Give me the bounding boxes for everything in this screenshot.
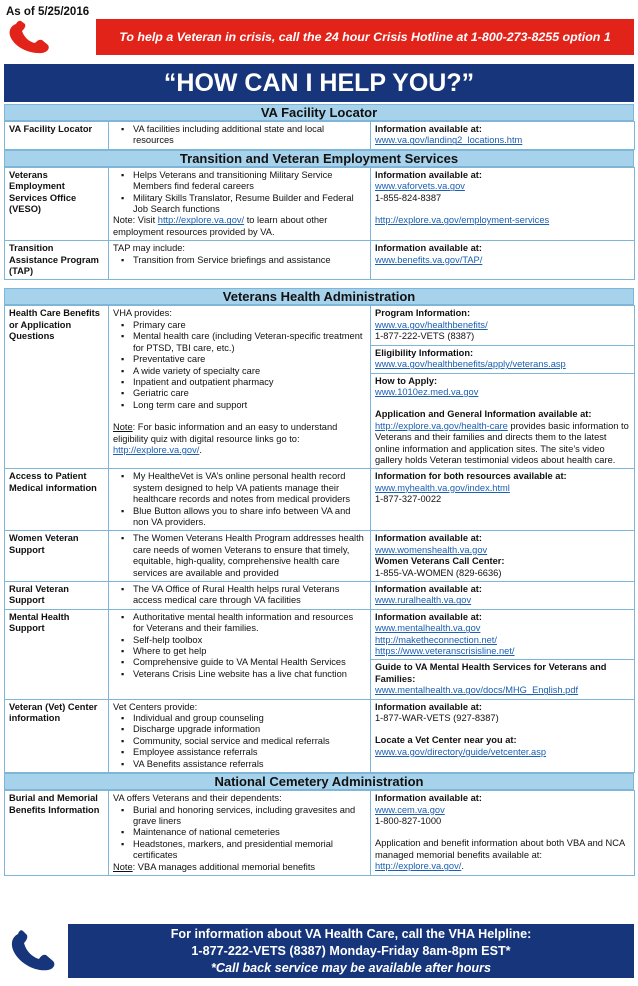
table-row: [5, 469, 635, 531]
phone-number: 1-877-WAR-VETS (927-8387): [375, 713, 499, 724]
note: Note: VBA manages additional memorial benefits: [113, 861, 316, 872]
explore-va-link[interactable]: http://explore.va.gov/: [113, 444, 200, 455]
list-item: ▪ Mental health care (including Veteran-specific treatment for PTSD, TBI care, etc.): [113, 331, 366, 354]
info-label: Information available at:: [375, 243, 482, 254]
footer-line-1: For information about VA Health Care, call the VHA Helpline:: [170, 926, 532, 941]
list-item: ▪ Preventative care: [113, 354, 366, 365]
cem-link[interactable]: www.cem.va.gov: [375, 804, 445, 815]
info-label: Application and General Information available at:: [375, 409, 592, 420]
list-item: ▪ Transition from Service briefings and assistance: [113, 255, 366, 266]
list-item: ▪ Primary care: [113, 320, 366, 331]
healthbenefits-link[interactable]: www.va.gov/healthbenefits/: [375, 319, 488, 330]
mh-guide-link[interactable]: www.mentalhealth.va.gov/docs/MHG_English.pdf: [375, 685, 579, 696]
row-name: Transition Assistance Program (TAP): [5, 241, 109, 280]
table-row: [5, 167, 635, 240]
info-label: Information available at:: [375, 611, 482, 622]
list-item: ▪ Inpatient and outpatient pharmacy: [113, 377, 366, 388]
row-name: Access to Patient Medical information: [5, 469, 109, 531]
general-info: http://explore.va.gov/health-care provides basic information to Veterans and their families and directs them to the latest online information and application sites. The site’s video gallery holds Veteran testimonial videos about health care.: [375, 420, 629, 465]
crisis-hotline-banner: To help a Veteran in crisis, call the 24 hour Crisis Hotline at 1-800-273-8255 option 1: [96, 19, 634, 55]
info-label: Eligibility Information:: [375, 347, 474, 358]
list-item: ▪ Where to get help: [113, 646, 366, 657]
section-heading-nca: National Cemetery Administration: [4, 773, 634, 790]
list-item: ▪ Geriatric care: [113, 388, 366, 399]
list-item: ▪ A wide variety of specialty care: [113, 366, 366, 377]
info-label: Information available at:: [375, 124, 482, 134]
info-label: Program Information:: [375, 308, 471, 319]
row-name: Veteran (Vet) Center information: [5, 699, 109, 772]
phone-number: 1-877-327-0022: [375, 494, 442, 505]
intro-text: TAP may include:: [113, 243, 185, 254]
facility-locator-link[interactable]: www.va.gov/landing2_locations.htm: [375, 135, 523, 146]
as-of-date: As of 5/25/2016: [6, 6, 90, 18]
vaforvets-link[interactable]: www.vaforvets.va.gov: [375, 181, 465, 192]
list-item: ▪ Employee assistance referrals: [113, 747, 366, 758]
list-item: ▪ Veterans Crisis Line website has a live chat function: [113, 669, 366, 680]
intro-text: VHA provides:: [113, 308, 172, 319]
info-label: Information available at:: [375, 533, 482, 544]
tap-link[interactable]: www.benefits.va.gov/TAP/: [375, 254, 483, 265]
row-name: Veterans Employment Services Office (VESO): [5, 167, 109, 240]
info-label: Information for both resources available at:: [375, 471, 567, 482]
list-item: ▪ VA facilities including additional state and local resources: [113, 124, 366, 147]
list-item: ▪ Maintenance of national cemeteries: [113, 827, 366, 838]
maketheconnection-link[interactable]: http://maketheconnection.net/: [375, 634, 497, 645]
row-name: Mental Health Support: [5, 609, 109, 699]
section-heading-vha: Veterans Health Administration: [4, 288, 634, 305]
table-row: [5, 531, 635, 582]
employment-services-link[interactable]: http://explore.va.gov/employment-services: [375, 215, 550, 226]
list-item: ▪ Military Skills Translator, Resume Builder and Federal Job Search functions: [113, 193, 366, 216]
apply-link[interactable]: www.1010ez.med.va.gov: [375, 386, 479, 397]
table-row: [5, 582, 635, 610]
myhealth-link[interactable]: www.myhealth.va.gov/index.html: [375, 482, 510, 493]
info-label: Guide to VA Mental Health Services for Veterans and Families:: [375, 662, 607, 684]
row-name: Women Veteran Support: [5, 531, 109, 582]
phone-number: 1-855-824-8387: [375, 192, 442, 203]
row-name: Rural Veteran Support: [5, 582, 109, 610]
explore-va-link[interactable]: http://explore.va.gov/: [375, 861, 462, 872]
table-row: [5, 241, 635, 280]
table-row: [5, 609, 635, 699]
section-heading-transition: Transition and Veteran Employment Services: [4, 150, 634, 167]
list-item: ▪ Headstones, markers, and presidential memorial certificates: [113, 839, 366, 862]
info-label: Information available at:: [375, 701, 482, 712]
section-heading-facility: VA Facility Locator: [4, 104, 634, 121]
list-item: ▪ Self-help toolbox: [113, 635, 366, 646]
intro-text: VA offers Veterans and their dependents:: [113, 793, 282, 804]
list-item: ▪ The VA Office of Rural Health helps rural Veterans access medical care through VA facilities: [113, 584, 366, 607]
row-name: Health Care Benefits or Application Questions: [5, 306, 109, 469]
info-label: Information available at:: [375, 169, 482, 180]
info-label: Locate a Vet Center near you at:: [375, 735, 517, 746]
note: Note: Visit http://explore.va.gov/ to learn about other employment resources provided by VA.: [113, 215, 328, 237]
info-label: Information available at:: [375, 793, 482, 804]
health-care-link[interactable]: http://explore.va.gov/health-care: [375, 420, 508, 431]
facility-table: [4, 121, 635, 150]
table-row: [5, 122, 635, 150]
ruralhealth-link[interactable]: www.ruralhealth.va.gov: [375, 595, 472, 606]
info-label: Information available at:: [375, 584, 482, 594]
memorial-info: Application and benefit information about both VBA and NCA managed memorial benefits available at: http://explore.va.gov/.: [375, 838, 625, 872]
womenshealth-link[interactable]: www.womenshealth.va.gov: [375, 544, 488, 555]
list-item: ▪ Long term care and support: [113, 400, 366, 411]
list-item: ▪ Discharge upgrade information: [113, 724, 366, 735]
crisisline-link[interactable]: https://www.veteranscrisisline.net/: [375, 646, 515, 657]
table-row: [5, 791, 635, 876]
table-row: [5, 699, 635, 772]
info-label: Women Veterans Call Center:: [375, 556, 505, 567]
eligibility-link[interactable]: www.va.gov/healthbenefits/apply/veterans.asp: [375, 359, 566, 370]
transition-table: [4, 167, 635, 281]
list-item: ▪ VA Benefits assistance referrals: [113, 759, 366, 770]
list-item: ▪ Comprehensive guide to VA Mental Health Services: [113, 657, 366, 668]
note: Note: For basic information and an easy to understand eligibility quiz with digital resource links go to: http://explore.va.gov/.: [113, 422, 338, 455]
list-item: ▪ The Women Veterans Health Program addresses health care needs of women Veterans to ensure that timely, equitable, high-quality, comprehensive health care services are available and provided: [113, 533, 366, 579]
vha-table: [4, 305, 635, 773]
vha-helpline-banner: [68, 924, 634, 978]
mentalhealth-link[interactable]: www.mentalhealth.va.gov: [375, 623, 481, 634]
list-item: ▪ Helps Veterans and transitioning Military Service Members find federal careers: [113, 170, 366, 193]
list-item: ▪ My HealtheVet is VA’s online personal health record system designed to help VA patients manage their healthcare records and notes from medical providers: [113, 471, 366, 505]
list-item: ▪ Authoritative mental health information and resources for Veterans and their families.: [113, 612, 366, 635]
footer-line-2: 1-877-222-VETS (8387) Monday-Friday 8am-8pm EST*: [191, 943, 511, 958]
page-title: “HOW CAN I HELP YOU?”: [4, 64, 634, 102]
footer-line-3: *Call back service may be available after hours: [210, 960, 491, 975]
vetcenter-link[interactable]: www.va.gov/directory/guide/vetcenter.asp: [375, 746, 547, 757]
phone-number: 1-800-827-1000: [375, 815, 442, 826]
intro-text: Vet Centers provide:: [113, 701, 198, 712]
list-item: ▪ Burial and honoring services, including gravesites and grave liners: [113, 805, 366, 828]
phone-icon: [4, 928, 64, 976]
row-name: Burial and Memorial Benefits Information: [5, 791, 109, 876]
table-row: [5, 306, 635, 469]
phone-number: 1-855-VA-WOMEN (829-6636): [375, 567, 502, 578]
phone-icon: [2, 20, 64, 56]
info-label: How to Apply:: [375, 375, 438, 386]
phone-number: 1-877-222-VETS (8387): [375, 331, 475, 342]
list-item: ▪ Blue Button allows you to share info between VA and non VA providers.: [113, 506, 366, 529]
nca-table: [4, 790, 635, 876]
row-name: VA Facility Locator: [5, 122, 109, 150]
resource-directory: [4, 104, 634, 876]
list-item: ▪ Community, social service and medical referrals: [113, 736, 366, 747]
explore-va-link[interactable]: http://explore.va.gov/: [157, 215, 245, 226]
list-item: ▪ Individual and group counseling: [113, 713, 366, 724]
